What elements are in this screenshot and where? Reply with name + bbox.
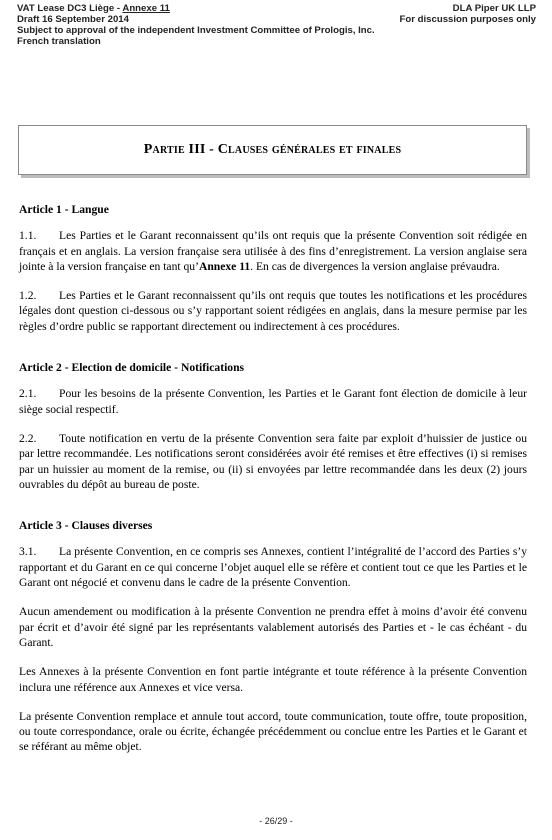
paragraph-2-2: 2.2. Toute notification en vertu de la présente Convention sera faite par exploit d’huissier de justice ou par lettre recommandée. Les notifications seront considérées avoir été remises et être effectives (i) si remises par un huissier au moment de la remise, ou (ii) si envoyées par lettre recommandée dans les deux (2) jours ouvrables du dépôt au bureau de poste. bbox=[19, 431, 527, 491]
paragraph-2-1: 2.1. Pour les besoins de la présente Convention, les Parties et le Garant font élection de domicile à leur siège social respectif. bbox=[19, 387, 527, 416]
document-header-right bbox=[400, 3, 536, 25]
paragraph-1-2: 1.2. Les Parties et le Garant reconnaissent qu’ils ont requis que toutes les notifications et les procédures légales dont question ci-dessous ou s’y rapportant soient rédigées en anglais, dans la mesure permise par les règles d’ordre public se rapportant directement ou indirectement à ces procédures. bbox=[19, 289, 527, 333]
section-title-box bbox=[18, 125, 527, 175]
section-title: Partie III - Clauses générales et finales bbox=[143, 142, 402, 157]
article-2-heading: Article 2 - Election de domicile - Notifications bbox=[19, 361, 245, 375]
paragraph-1-1: 1.1. Les Parties et le Garant reconnaissent qu’ils ont requis que la présente Convention soit rédigée en français et en anglais. La version française sera utilisée à des fins d’enregistrement. La version anglaise sera jointe à la version française en tant qu’Annexe 11. En cas de divergences la version anglaise prévaudra. bbox=[19, 229, 527, 273]
article-3-heading: Article 3 - Clauses diverses bbox=[19, 519, 153, 533]
paragraph-3-amendments: Aucun amendement ou modification à la présente Convention ne prendra effet à moins d’avoir été convenu par écrit et d’avoir été signé par les représentants valablement autorisés des Parties et - le cas échéant - du Garant. bbox=[19, 605, 527, 649]
paragraph-3-annexes: Les Annexes à la présente Convention en font partie intégrante et toute référence à la présente Convention inclura une référence aux Annexes et vice versa. bbox=[19, 665, 527, 694]
document-body bbox=[19, 202, 527, 769]
header-discussion-note: For discussion purposes only bbox=[399, 14, 536, 25]
paragraph-3-1: 3.1. La présente Convention, en ce compris ses Annexes, contient l’intégralité de l’accord des Parties s’y rapportant et du Garant en ce qui concerne l’objet auquel elle se réfère et contient tout ce que les Parties et le Garant ont négocié et convenu dans le cadre de la présente Convention. bbox=[19, 545, 527, 590]
header-translation-note: French translation bbox=[17, 36, 101, 47]
header-draft-date: Draft 16 September 2014 bbox=[17, 14, 129, 25]
header-annex-link: Annexe 11 bbox=[122, 3, 170, 14]
article-1-heading: Article 1 - Langue bbox=[19, 203, 109, 216]
page-number: - 26/29 - bbox=[259, 816, 293, 826]
header-doc-title: VAT Lease DC3 Liège - Annexe 11 bbox=[17, 3, 170, 14]
header-firm: DLA Piper UK LLP bbox=[452, 3, 536, 14]
document-header-left bbox=[17, 3, 417, 47]
paragraph-3-supersedes: La présente Convention remplace et annule tout accord, toute communication, toute offre, toute proposition, ou toute correspondance, orale ou écrite, échangée précédemment ou conclue entre les Parties et le Garant et se référant au même objet. bbox=[19, 709, 527, 754]
header-approval-note: Subject to approval of the independent Investment Committee of Prologis, Inc. bbox=[17, 25, 375, 36]
